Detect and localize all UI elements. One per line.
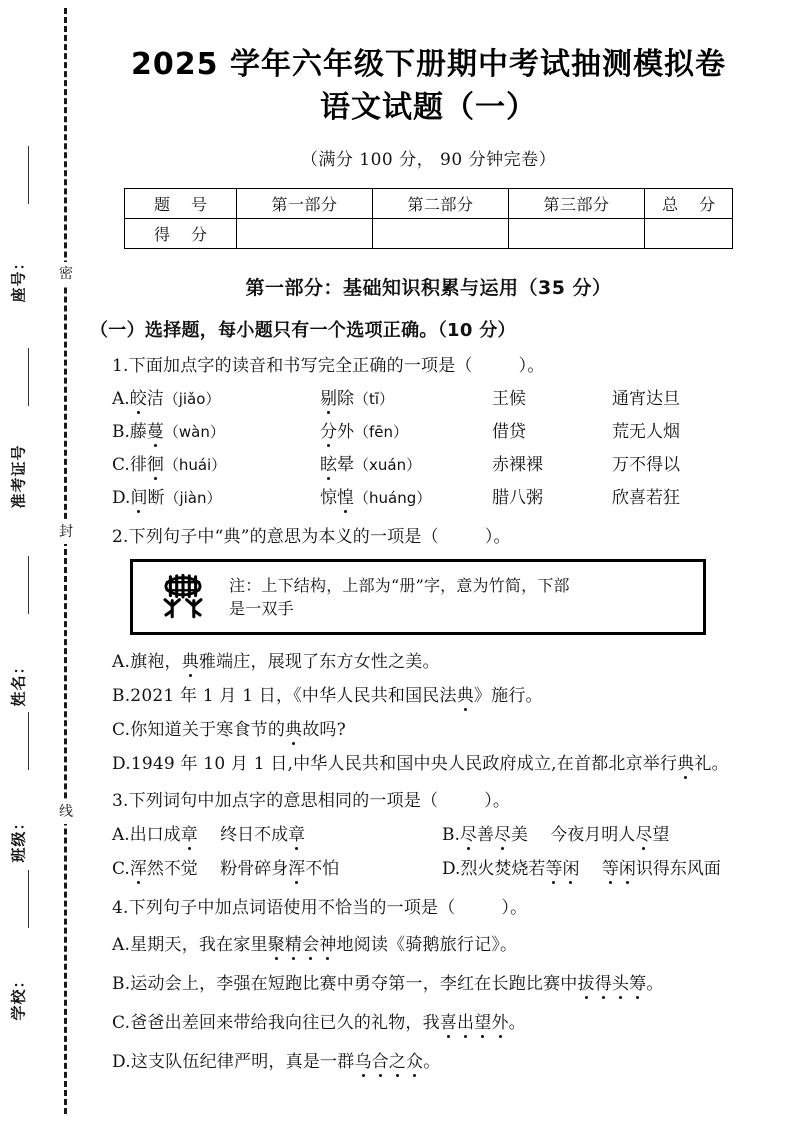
score-table-col-part2: 第二部分	[373, 189, 509, 219]
question-3-option-a[interactable]	[112, 820, 442, 845]
dotted-char: 众	[406, 1047, 423, 1072]
question-3-option-b[interactable]	[442, 820, 669, 845]
q3-d-label: D.	[442, 859, 461, 880]
q1-d-w2-pinyin: （huáng）	[354, 489, 432, 508]
dotted-char: 徊	[147, 450, 164, 475]
q2-c-label: C.	[112, 720, 131, 741]
page-title-line1: 2025 学年六年级下册期中考试抽测模拟卷	[131, 47, 726, 82]
q3-a-label: A.	[112, 825, 130, 846]
question-1-option-c[interactable]	[86, 450, 771, 475]
question-4-stem-tail: ）。	[501, 898, 528, 919]
dotted-char: 出	[457, 1008, 474, 1033]
q3-a-p1: 出口成	[129, 825, 181, 846]
q4-d-pre: 这支队伍纪律严明，真是一群	[130, 1052, 355, 1073]
page-title-line2: 语文试题（一）	[320, 90, 537, 126]
dotted-phrase-q4c	[440, 1013, 509, 1033]
q4-a-pre: 星期天，我在家里	[130, 935, 268, 956]
q1-a-col1	[112, 384, 320, 409]
score-table-col-total: 总 分	[645, 189, 733, 219]
q4-b-label: B.	[112, 974, 131, 995]
question-3-option-c[interactable]	[112, 854, 442, 879]
dotted-char: 典	[677, 749, 694, 774]
q1-c-col1	[112, 450, 320, 475]
field-label-seat-number: 座号：	[9, 254, 28, 303]
dotted-char: 等	[602, 854, 619, 879]
q3-d-mid	[579, 859, 601, 879]
q1-c-w2-pinyin: （xuán）	[354, 456, 422, 475]
exam-note: （满分 100 分， 90 分钟完卷）	[300, 150, 557, 171]
q1-d-col1	[112, 483, 320, 508]
q1-d-w2a: 惊	[320, 488, 337, 509]
question-4-option-b[interactable]	[86, 969, 771, 994]
score-cell-part1[interactable]	[237, 219, 373, 249]
q1-b-col1	[112, 417, 320, 442]
dotted-phrase-q4a	[268, 935, 337, 955]
dotted-char: 得	[595, 969, 612, 994]
dotted-char: 典	[285, 715, 302, 740]
q4-c-post: 。	[508, 1013, 526, 1034]
q4-b-pre: 运动会上，李强在短跑比赛中勇夺第一，李红在长跑比赛中	[130, 974, 578, 995]
question-4-stem-text: 4.下列句子中加点词语使用不恰当的一项是（	[112, 898, 456, 919]
q2-b-pre: 2021 年 1 月 1 日，《中华人民共和国民法	[130, 686, 457, 707]
group-heading-multiple-choice: （一）选择题，每小题只有一个选项正确。（10 分）	[90, 320, 516, 342]
note-line-2: 是一双手	[229, 599, 294, 619]
dotted-char: 合	[372, 1047, 389, 1072]
q3-c-tail: 不怕	[305, 859, 340, 880]
field-rule-2	[28, 348, 29, 406]
q1-a-label: A.	[112, 389, 130, 410]
field-label-name: 姓名：	[9, 658, 28, 707]
q3-d-tail: 识得东风面	[635, 859, 721, 880]
q1-b-col3: 借贷	[492, 422, 526, 443]
seal-line-margin	[0, 0, 86, 1122]
oracle-bone-note-text	[229, 574, 570, 620]
q1-c-w2b: 晕	[337, 455, 354, 476]
q2-b-post: 》施行。	[473, 686, 543, 707]
dotted-char: 闲	[619, 854, 636, 879]
dotted-char: 浑	[130, 854, 147, 879]
dotted-char: 尽	[494, 820, 511, 845]
q1-a-w1-pinyin: （jiǎo）	[163, 390, 221, 409]
dotted-char: 喜	[440, 1008, 457, 1033]
dotted-char: 聚	[268, 930, 285, 955]
question-2-option-b[interactable]	[86, 681, 771, 706]
q1-c-col4: 万不得以	[612, 455, 680, 476]
question-4-option-c[interactable]	[86, 1008, 771, 1033]
table-row-scores	[125, 219, 733, 249]
q2-c-pre: 你知道关于寒食节的	[130, 720, 286, 741]
question-2-stem	[86, 522, 771, 547]
q1-b-col2	[320, 417, 492, 442]
question-3-options-cd[interactable]	[86, 854, 771, 879]
question-1-option-d[interactable]	[86, 483, 771, 508]
q1-d-col2	[320, 483, 492, 508]
q3-a-mid: 终日不成	[197, 825, 289, 846]
score-table	[124, 188, 733, 249]
q2-d-label: D.	[112, 754, 131, 775]
q3-c-mid: 然不觉 粉骨碎身	[146, 859, 289, 880]
q2-b-label: B.	[112, 686, 131, 707]
question-4-stem	[86, 893, 771, 918]
oracle-bone-dian-icon	[137, 570, 229, 624]
dotted-char: 精	[285, 930, 302, 955]
q3-b-label: B.	[442, 825, 460, 846]
question-2-option-c[interactable]	[86, 715, 771, 740]
exam-paper-sheet	[86, 0, 793, 1122]
dotted-char: 乌	[354, 1047, 371, 1072]
q3-d-p1: 烈火焚烧若	[460, 859, 546, 880]
question-1-stem-text: 1.下面加点字的读音和书写完全正确的一项是（	[112, 356, 473, 377]
score-table-row-label-number: 题 号	[125, 189, 237, 219]
dotted-char: 蔓	[147, 417, 164, 442]
dotted-phrase-q4d	[354, 1052, 423, 1072]
score-cell-total[interactable]	[645, 219, 733, 249]
dotted-char: 外	[491, 1008, 508, 1033]
q1-a-col4: 通宵达旦	[612, 389, 680, 410]
q1-c-col2	[320, 450, 492, 475]
field-rule-3	[28, 556, 29, 614]
q3-b-mid: 善	[476, 825, 494, 846]
question-2-stem-text: 2.下列句子中“典”的意思为本义的一项是（	[112, 527, 439, 548]
dotted-char: 皎	[130, 384, 147, 409]
dotted-char: 章	[181, 820, 198, 845]
q1-c-col3: 赤裸裸	[492, 455, 543, 476]
dotted-char: 惶	[337, 483, 354, 508]
q3-b-post: 美 今夜月明人	[510, 825, 636, 846]
score-cell-part2[interactable]	[373, 219, 509, 249]
dotted-char: 典	[457, 681, 474, 706]
question-1-option-a[interactable]	[86, 384, 771, 409]
dotted-char: 尽	[635, 820, 652, 845]
q4-c-pre: 爸爸出差回来带给我向往已久的礼物，我	[130, 1013, 440, 1034]
q1-c-label: C.	[112, 455, 130, 476]
q1-a-w2b: 除	[337, 389, 354, 410]
field-label-admission-number: 准考证号	[9, 444, 28, 509]
q1-c-w1a: 徘	[129, 455, 147, 476]
dotted-char: 等	[545, 854, 562, 879]
section-heading-part1: 第一部分：基础知识积累与运用（35 分）	[245, 277, 612, 300]
dotted-char: 浑	[288, 854, 305, 879]
score-table-col-part1: 第一部分	[237, 189, 373, 219]
score-table-col-part3: 第三部分	[509, 189, 645, 219]
score-cell-part3[interactable]	[509, 219, 645, 249]
score-table-row-label-score: 得 分	[125, 219, 237, 249]
q1-d-col4: 欣喜若狂	[612, 488, 680, 509]
q1-d-w1-pinyin: （jiàn）	[164, 489, 222, 508]
question-4-option-d[interactable]	[86, 1047, 771, 1072]
dotted-char: 之	[389, 1047, 406, 1072]
q1-d-col3: 腊八粥	[492, 488, 543, 509]
q1-b-w2-pinyin: （fēn）	[354, 423, 409, 442]
dotted-char: 章	[288, 820, 305, 845]
q1-b-w1a: 藤	[129, 422, 147, 443]
seal-char-feng: 封	[56, 520, 76, 544]
q2-a-label: A.	[112, 652, 131, 673]
q2-a-pre: 旗袍，	[130, 652, 182, 673]
q1-b-w2b: 外	[337, 422, 354, 443]
q4-d-post: 。	[423, 1052, 441, 1073]
field-label-class: 班级：	[9, 814, 28, 863]
dotted-char: 神	[319, 930, 336, 955]
q4-a-post: 地阅读《骑鹅旅行记》。	[336, 935, 518, 956]
question-3-stem-text: 3.下列词句中加点字的意思相同的一项是（	[112, 791, 439, 812]
dotted-char: 眩	[320, 450, 337, 475]
q1-a-col3: 王候	[492, 389, 526, 410]
q1-b-w1-pinyin: （wàn）	[163, 423, 225, 442]
q4-b-post: 。	[646, 974, 664, 995]
q4-d-label: D.	[112, 1052, 131, 1073]
dotted-char: 筹	[629, 969, 646, 994]
q2-d-post: 礼。	[694, 754, 729, 775]
dotted-char: 会	[302, 930, 319, 955]
question-2-stem-tail: ）。	[484, 527, 511, 548]
field-rule-4	[28, 712, 29, 770]
question-3-stem-tail: ）。	[484, 791, 511, 812]
dotted-char: 典	[182, 647, 199, 672]
question-2-option-d[interactable]	[86, 749, 771, 774]
note-line-1: 注：上下结构，上部为“册”字，意为竹简，下部	[229, 576, 570, 596]
field-rule-1	[28, 146, 29, 204]
q1-d-label: D.	[112, 488, 131, 509]
question-3-option-d[interactable]	[442, 854, 721, 879]
q1-a-w1b: 洁	[146, 389, 164, 410]
oracle-bone-note-box	[130, 559, 706, 635]
dotted-phrase-q4b	[578, 974, 647, 994]
q2-a-post: 雅端庄，展现了东方女性之美。	[198, 652, 440, 673]
table-row-header	[125, 189, 733, 219]
dotted-char: 剔	[320, 384, 337, 409]
question-3-options-ab[interactable]	[86, 820, 771, 845]
dotted-char: 间	[130, 483, 147, 508]
dotted-char: 头	[612, 969, 629, 994]
seal-dashed-line	[64, 8, 67, 1114]
q2-d-pre: 1949 年 10 月 1 日,中华人民共和国中央人民政府成立,在首都北京举行	[130, 754, 678, 775]
dotted-char: 闲	[562, 854, 579, 879]
dotted-char: 尽	[460, 820, 477, 845]
seal-char-xian: 线	[56, 800, 76, 824]
q4-a-label: A.	[112, 935, 131, 956]
q4-c-label: C.	[112, 1013, 131, 1034]
question-4-option-a[interactable]	[86, 930, 771, 955]
field-rule-5	[28, 870, 29, 928]
dotted-char: 分	[320, 417, 337, 442]
q1-d-w1b: 断	[147, 488, 165, 509]
field-label-school: 学校：	[9, 972, 28, 1021]
question-1-option-b[interactable]	[86, 417, 771, 442]
question-3-stem	[86, 786, 771, 811]
question-1-stem-tail: ）。	[518, 356, 545, 377]
q3-c-label: C.	[112, 859, 130, 880]
question-2-option-a[interactable]	[86, 647, 771, 672]
q1-a-w2-pinyin: （tī）	[354, 390, 395, 409]
q1-b-col4: 荒无人烟	[612, 422, 680, 443]
q1-c-w1-pinyin: （huái）	[163, 456, 227, 475]
question-1-stem	[86, 351, 771, 376]
q3-b-tail: 望	[652, 825, 670, 846]
q1-b-label: B.	[112, 422, 130, 443]
dotted-char: 望	[474, 1008, 491, 1033]
dotted-char: 拔	[578, 969, 595, 994]
q2-c-post: 故吗?	[302, 720, 346, 741]
q1-a-col2	[320, 384, 492, 409]
seal-char-mi: 密	[56, 262, 76, 286]
